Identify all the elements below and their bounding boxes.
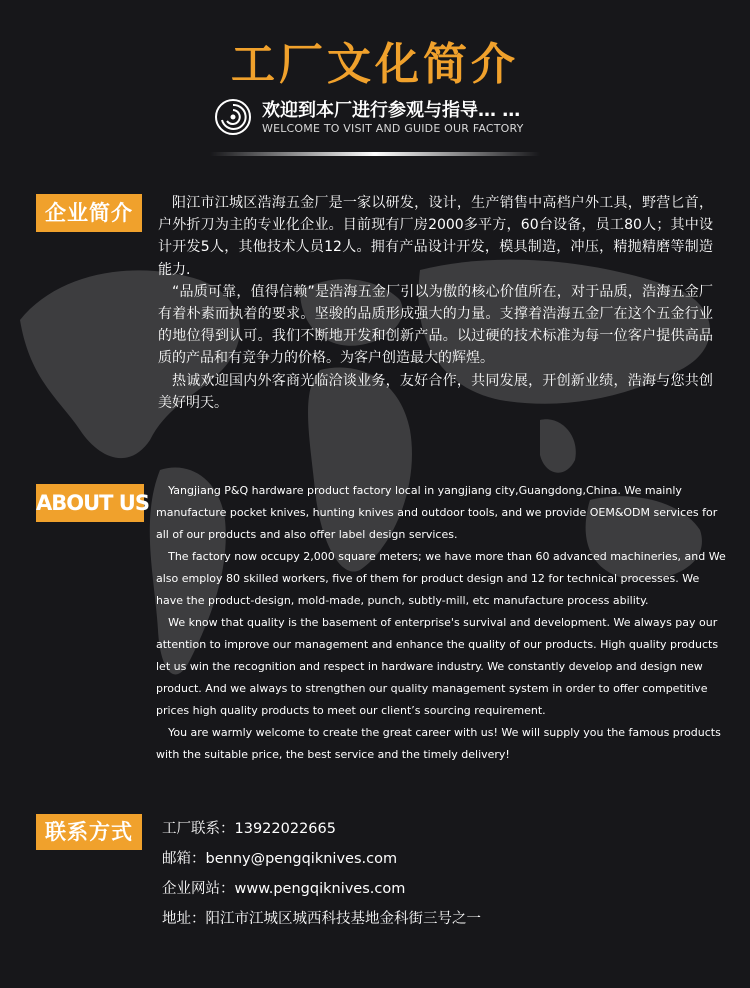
contact-address: 地址：阳江市江城区城西科技基地金科街三号之一: [162, 911, 481, 927]
welcome-text-en: WELCOME TO VISIT AND GUIDE OUR FACTORY: [262, 122, 524, 135]
page-title: 工厂文化简介: [231, 39, 519, 90]
welcome-banner: [214, 96, 654, 142]
about-paragraph: The factory now occupy 2,000 square meters; we have more than 60 advanced machineries, and We also employ 80 skilled workers, five of them for product design and 12 for technical processes. We have the product-design, mold-made, punch, subtly-mill, etc manufacture process ability.: [156, 550, 726, 607]
contact-phone: 工厂联系：13922022665: [162, 821, 336, 837]
contact-website: 企业网站：www.pengqiknives.com: [162, 881, 406, 897]
intro-paragraph: 热诚欢迎国内外客商光临洽谈业务，友好合作，共同发展，开创新业绩，浩海与您共创美好明天。: [158, 372, 713, 411]
intro-paragraph: “品质可靠，值得信赖”是浩海五金厂引以为傲的核心价值所在，对于品质，浩海五金厂有着朴素而执着的要求。坚骏的品质形成强大的力量。支撑着浩海五金厂在这个五金行业的地位得到认可。我们不断地开发和创新产品。以过硬的技术标准为每一位客户提供高品质的产品和有竞争力的价格。为客户创造最大的辉煌。: [158, 283, 713, 367]
intro-paragraph: 阳江市江城区浩海五金厂是一家以研发，设计，生产销售中高档户外工具，野营匕首，户外折刀为主的专业化企业。目前现有厂房2000多平方，60台设备，员工80人；其中设计开发5人，其他技术人员12人。拥有产品设计开发，模具制造，冲压，精抛精磨等制造能力.: [158, 195, 713, 278]
contact-email: 邮箱：benny@pengqiknives.com: [162, 851, 398, 867]
spiral-circle-icon: [214, 98, 252, 136]
contact-label: 联系方式: [36, 814, 142, 850]
about-label: ABOUT US: [36, 484, 144, 522]
about-paragraph: You are warmly welcome to create the great career with us! We will supply you the famous products with the suitable price, the best service and the timely delivery!: [156, 726, 721, 761]
contact-info: [162, 814, 722, 934]
about-paragraph: We know that quality is the basement of enterprise's survival and development. We always pay our attention to improve our management and enhance the quality of our products. High quality products let us win the recognition and respect in hardware industry. We constantly develop and design new product. And we always to strengthen our quality management system in order to offer competitive prices high quality products to meet our client’s sourcing requirement.: [156, 616, 719, 717]
about-text: [156, 480, 726, 766]
header-divider: [210, 152, 540, 156]
welcome-text-cn: 欢迎到本厂进行参观与指导… …: [262, 100, 521, 121]
intro-label: 企业简介: [36, 194, 142, 232]
about-paragraph: Yangjiang P&Q hardware product factory local in yangjiang city,Guangdong,China. We mainly manufacture pocket knives, hunting knives and outdoor tools, and we provide OEM&ODM services for all of our products and also offer label design services.: [156, 484, 718, 541]
intro-text: [158, 192, 713, 414]
